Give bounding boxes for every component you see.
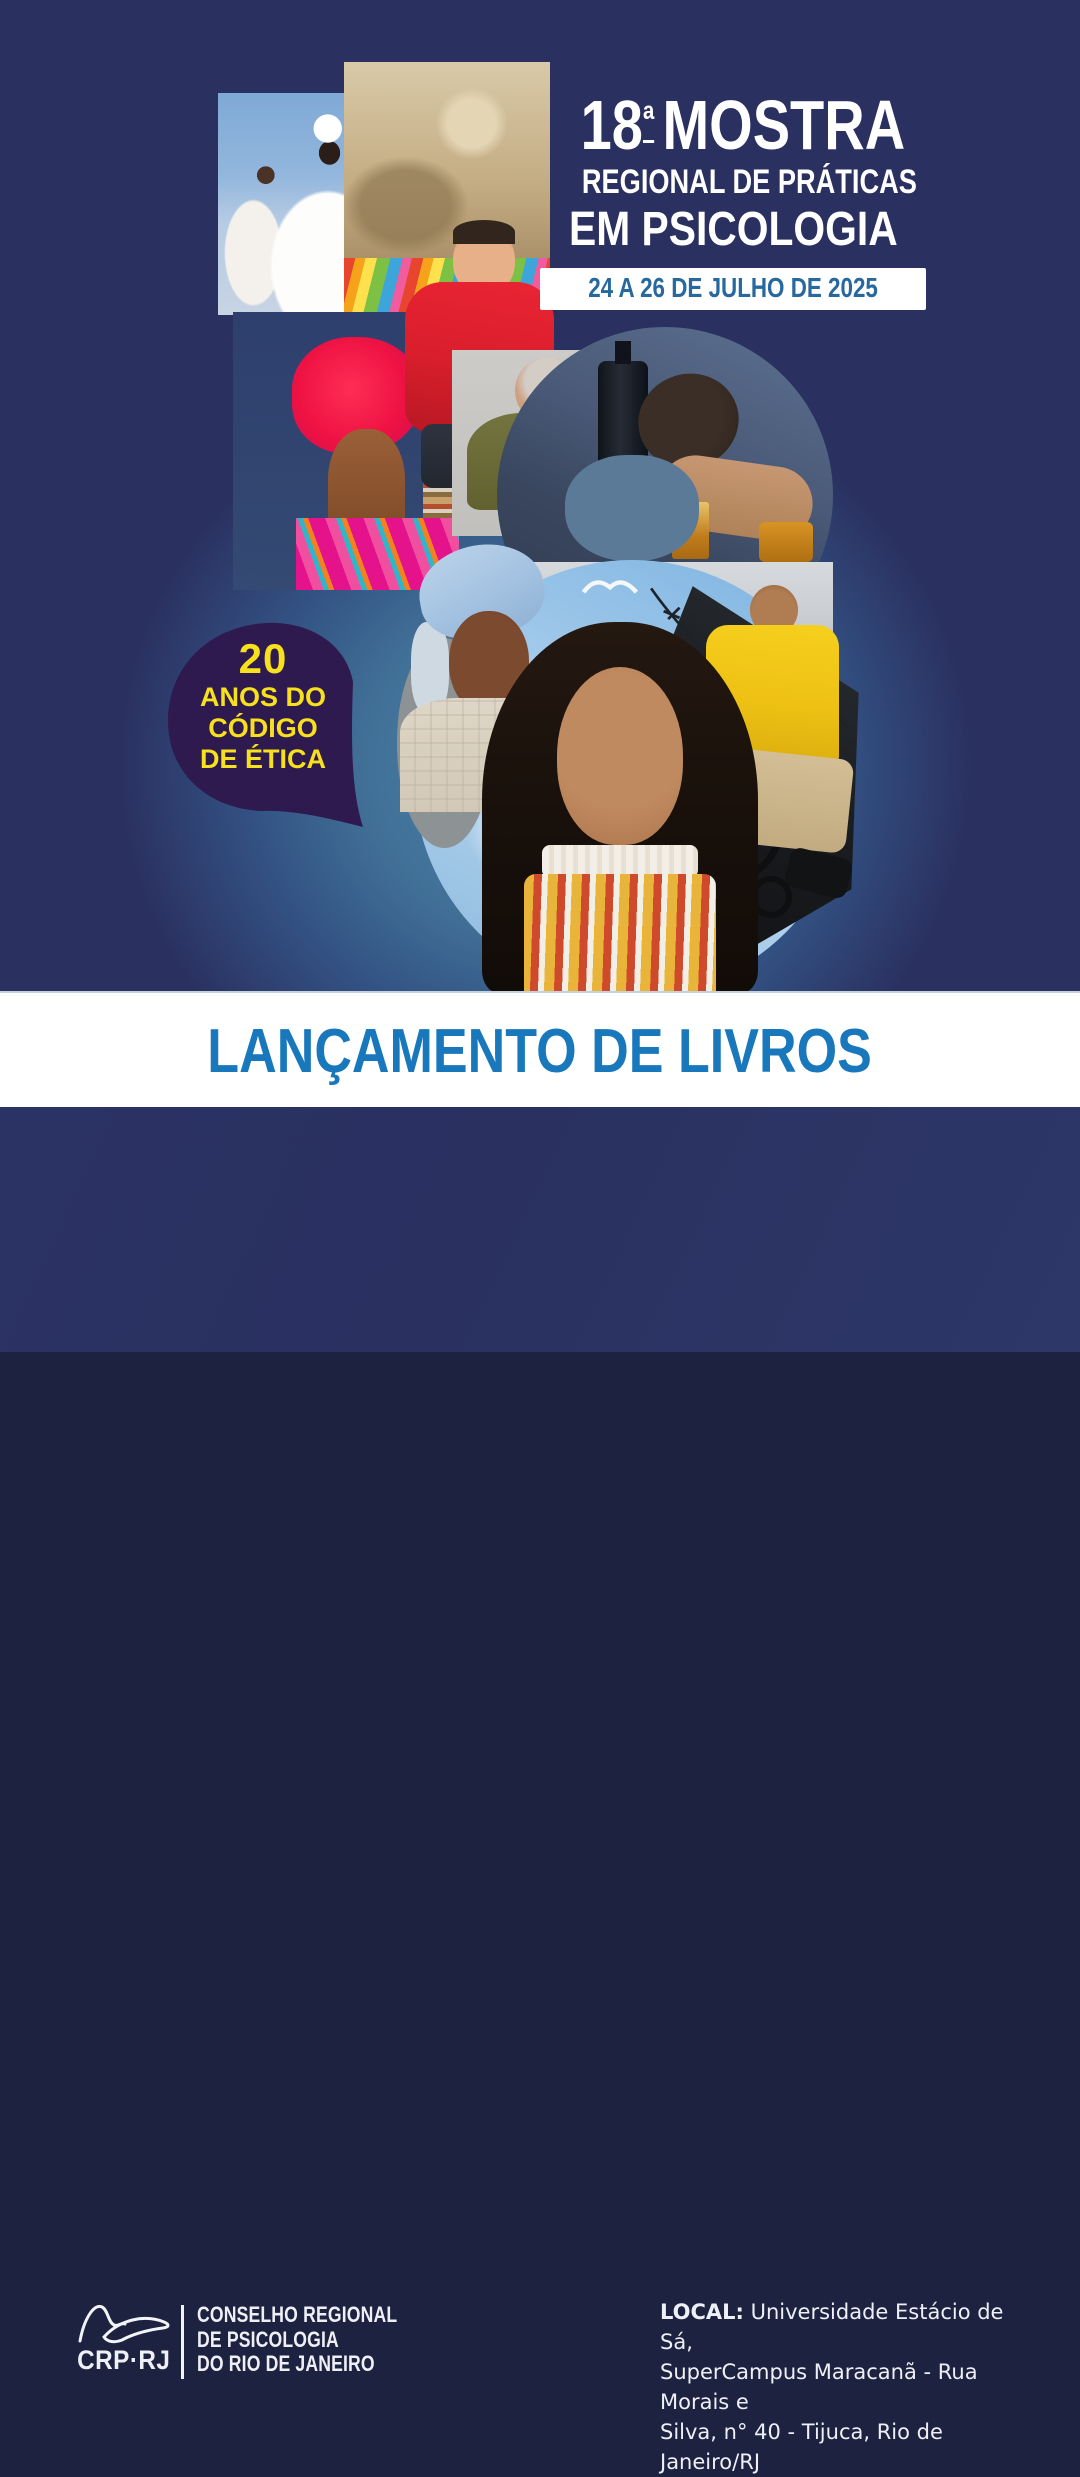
beaded-collar xyxy=(542,845,698,878)
title-block xyxy=(540,86,917,310)
date-badge: 24 A 26 DE JULHO DE 2025 xyxy=(540,268,926,310)
photo-indigenous-girl xyxy=(470,622,770,993)
banner-strip xyxy=(0,991,1080,1109)
council-line-3: DO RIO DE JANEIRO xyxy=(197,2351,375,2376)
location-label: LOCAL: xyxy=(660,2300,744,2324)
bubble-line-3: DE ÉTICA xyxy=(199,744,326,774)
footer-divider xyxy=(181,2305,184,2379)
title-line-3: EM PSICOLOGIA xyxy=(569,203,898,256)
title-number: 18 xyxy=(580,86,643,164)
title-line-1 xyxy=(540,86,908,164)
title-line-2: REGIONAL DE PRÁTICAS xyxy=(581,163,917,201)
bubble-number: 20 xyxy=(238,635,288,682)
crp-rj-logo-icon xyxy=(74,2297,174,2347)
title-word: MOSTRA xyxy=(662,86,906,164)
black-shoe xyxy=(783,846,854,900)
bubble-line-2: CÓDIGO xyxy=(208,713,318,743)
second-glass xyxy=(759,522,813,562)
man-hair xyxy=(453,220,515,244)
location-info xyxy=(660,2297,1032,2477)
footer xyxy=(0,1107,1080,2474)
council-line-1: CONSELHO REGIONAL xyxy=(197,2302,398,2327)
crp-rj-acronym: CRP·RJ xyxy=(77,2345,171,2375)
bubble-line-1: ANOS DO xyxy=(199,682,326,712)
face-paint-lines xyxy=(569,741,671,823)
location-text-1: Universidade Estácio de Sá, xyxy=(660,2300,1004,2354)
bubble-text xyxy=(178,636,348,775)
title-ordinal: ª xyxy=(642,98,655,142)
patterned-dress xyxy=(524,874,716,993)
banner-title: LANÇAMENTO DE LIVROS xyxy=(207,1016,873,1086)
location-line-3: Silva, n° 40 - Tijuca, Rio de Janeiro/RJ xyxy=(660,2420,943,2474)
council-name xyxy=(197,2303,447,2377)
location-line-2: SuperCampus Maracanã - Rua Morais e xyxy=(660,2360,978,2414)
location-line-1 xyxy=(660,2297,1032,2357)
council-line-2: DE PSICOLOGIA xyxy=(197,2326,339,2352)
